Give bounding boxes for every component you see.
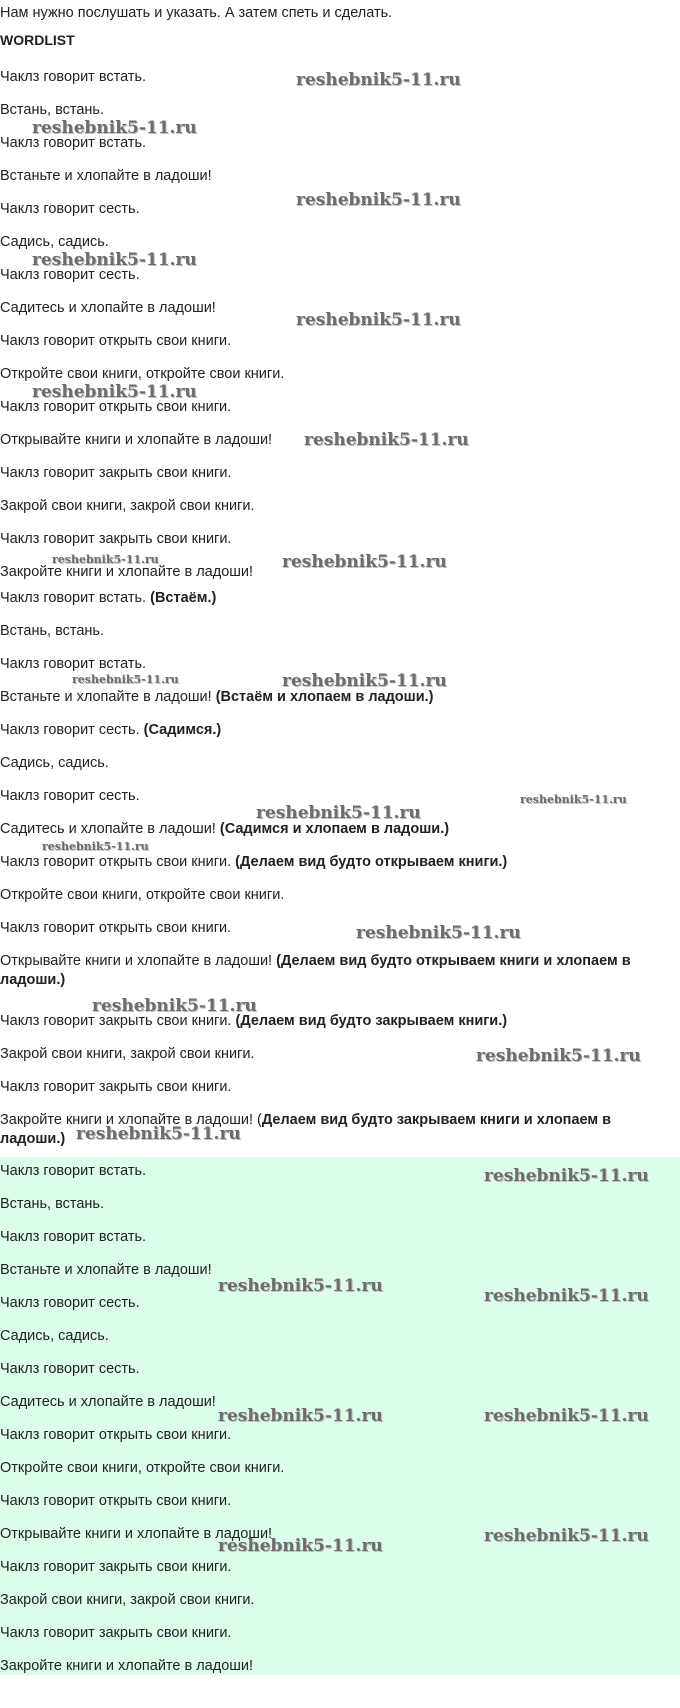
watermark: reshebnik5-11.ru (218, 1536, 383, 1556)
lyric-text: Чаклз говорит открыть свои книги. (0, 854, 236, 870)
lyric-line (0, 1078, 676, 1097)
lyric-line: Чаклз говорит сесть. (0, 267, 140, 283)
lyric-line (0, 754, 676, 773)
lyric-text: Чаклз говорит сесть. (0, 722, 144, 738)
watermark: reshebnik5-11.ru (282, 552, 447, 572)
lyric-line: Чаклз говорит сесть. (0, 1361, 140, 1377)
action-note: (Делаем вид будто открываем книги.) (235, 854, 508, 870)
watermark: reshebnik5-11.ru (256, 803, 421, 823)
lyric-line: Чаклз говорит закрыть свои книги. (0, 1559, 232, 1575)
lyric-line (0, 952, 676, 990)
lyric-line: Чаклз говорит открыть свои книги. (0, 333, 232, 349)
lyric-line (0, 622, 676, 641)
lyric-line: Откройте свои книги, откройте свои книги. (0, 1460, 285, 1476)
watermark: reshebnik5-11.ru (484, 1286, 649, 1306)
lyric-line: Встаньте и хлопайте в ладоши! (0, 168, 212, 184)
watermark: reshebnik5-11.ru (32, 250, 197, 270)
action-note: (Садимся и хлопаем в ладоши.) (219, 821, 450, 837)
lyric-text: Чаклз говорит сесть. (0, 788, 140, 804)
lyric-line: Закройте книги и хлопайте в ладоши! (0, 564, 254, 580)
watermark: reshebnik5-11.ru (282, 671, 447, 691)
lyric-text: Чаклз говорит закрыть свои книги. (0, 1079, 232, 1095)
action-note: (Садимся.) (143, 722, 222, 738)
lyric-text: Садись, садись. (0, 755, 109, 771)
lyric-line: Открывайте книги и хлопайте в ладоши! (0, 1526, 273, 1542)
lyric-line: Закрой свои книги, закрой свои книги. (0, 498, 255, 514)
lyric-line: Чаклз говорит открыть свои книги. (0, 1493, 232, 1509)
lyric-line (0, 589, 676, 608)
lyric-line: Открывайте книги и хлопайте в ладоши! (0, 432, 273, 448)
section-title: WORDLIST (0, 32, 75, 48)
lyric-text: Чаклз говорит встать. (0, 590, 151, 606)
watermark: reshebnik5-11.ru (484, 1406, 649, 1426)
lyric-text: Чаклз говорит закрыть свои книги. (0, 1013, 236, 1029)
action-note: Делаем вид будто закрываем книги и хлопаем в ладоши.) (0, 1112, 612, 1147)
lyric-line: Садись, садись. (0, 234, 109, 250)
lyric-text: Закройте книги и хлопайте в ладоши! ( (0, 1112, 262, 1128)
lyric-line: Чаклз говорит закрыть свои книги. (0, 531, 232, 547)
watermark: reshebnik5-11.ru (218, 1406, 383, 1426)
lyric-line: Чаклз говорит сесть. (0, 201, 140, 217)
watermark: reshebnik5-11.ru (218, 1276, 383, 1296)
lyric-line: Чаклз говорит открыть свои книги. (0, 1427, 232, 1443)
watermark: reshebnik5-11.ru (304, 430, 469, 450)
watermark: reshebnik5-11.ru (484, 1166, 649, 1186)
watermark: reshebnik5-11.ru (52, 553, 159, 566)
lyric-line: Чаклз говорит открыть свои книги. (0, 399, 232, 415)
lyric-text: Чаклз говорит открыть свои книги. (0, 920, 232, 936)
watermark: reshebnik5-11.ru (296, 310, 461, 330)
watermark: reshebnik5-11.ru (520, 793, 627, 806)
lyric-line: Встаньте и хлопайте в ладоши! (0, 1262, 212, 1278)
lyric-text: Открывайте книги и хлопайте в ладоши! (0, 953, 277, 969)
action-note: (Встаём.) (150, 590, 217, 606)
watermark: reshebnik5-11.ru (92, 996, 257, 1016)
watermark: reshebnik5-11.ru (42, 840, 149, 853)
lyric-text: Откройте свои книги, откройте свои книги. (0, 887, 285, 903)
lyric-line (0, 721, 676, 740)
lyric-text: Закрой свои книги, закрой свои книги. (0, 1046, 255, 1062)
action-note: (Делаем вид будто открываем книги и хлопаем в ладоши.) (0, 953, 631, 988)
lyric-line: Чаклз говорит встать. (0, 135, 147, 151)
lyric-line: Чаклз говорит встать. (0, 69, 147, 85)
lyric-line: Чаклз говорит закрыть свои книги. (0, 465, 232, 481)
watermark: reshebnik5-11.ru (476, 1046, 641, 1066)
lyric-line (0, 919, 676, 938)
action-note: (Делаем вид будто закрываем книги.) (235, 1013, 508, 1029)
lyric-line (0, 886, 676, 905)
lyric-text: Садитесь и хлопайте в ладоши! (0, 821, 220, 837)
lyric-text: Встань, встань. (0, 623, 105, 639)
watermark: reshebnik5-11.ru (76, 1124, 241, 1144)
lyric-line: Садитесь и хлопайте в ладоши! (0, 300, 216, 316)
watermark: reshebnik5-11.ru (32, 382, 197, 402)
watermark: reshebnik5-11.ru (484, 1526, 649, 1546)
lyric-line: Чаклз говорит закрыть свои книги. (0, 1625, 232, 1641)
lyric-text: Встаньте и хлопайте в ладоши! (0, 689, 216, 705)
lyric-line: Закройте книги и хлопайте в ладоши! (0, 1658, 254, 1674)
lyric-line: Закрой свои книги, закрой свои книги. (0, 1592, 255, 1608)
watermark: reshebnik5-11.ru (356, 923, 521, 943)
lyric-line: Встань, встань. (0, 1196, 105, 1212)
lyric-line: Чаклз говорит встать. (0, 1163, 147, 1179)
watermark: reshebnik5-11.ru (72, 673, 179, 686)
lyric-line: Встань, встань. (0, 102, 105, 118)
lyric-text: Чаклз говорит встать. (0, 656, 147, 672)
lyric-line: Чаклз говорит сесть. (0, 1295, 140, 1311)
watermark: reshebnik5-11.ru (296, 70, 461, 90)
watermark: reshebnik5-11.ru (296, 190, 461, 210)
intro-text: Нам нужно послушать и указать. А затем спеть и сделать. (0, 5, 393, 21)
lyric-line: Садись, садись. (0, 1328, 109, 1344)
action-note: (Встаём и хлопаем в ладоши.) (215, 689, 434, 705)
lyric-line: Садитесь и хлопайте в ладоши! (0, 1394, 216, 1410)
lyric-line: Откройте свои книги, откройте свои книги. (0, 366, 285, 382)
lyric-line: Чаклз говорит встать. (0, 1229, 147, 1245)
watermark: reshebnik5-11.ru (32, 118, 197, 138)
lyric-line (0, 853, 676, 872)
